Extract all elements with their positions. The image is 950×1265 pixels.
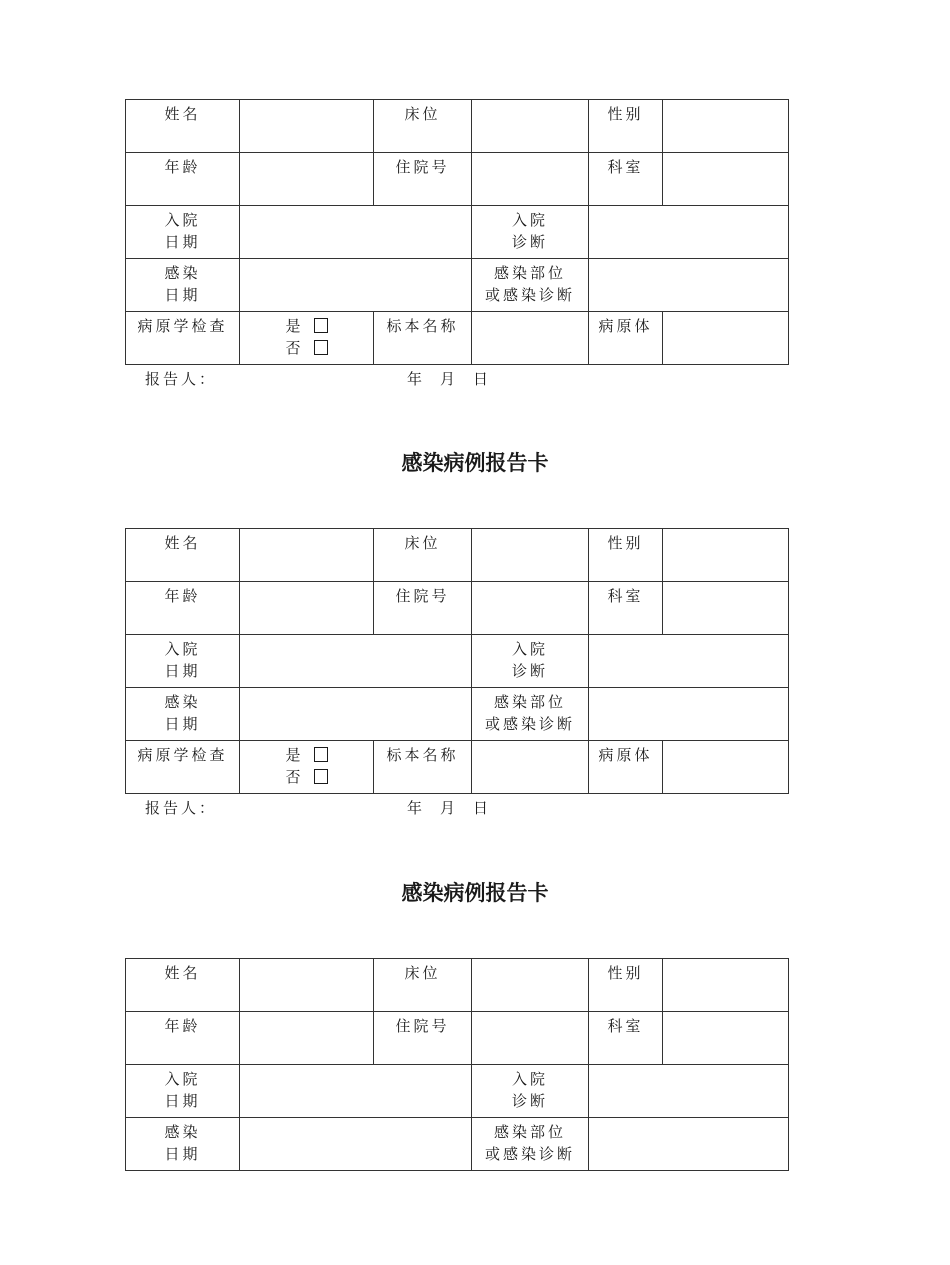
field-infection-date[interactable]: [240, 1118, 472, 1171]
yes-checkbox[interactable]: [314, 747, 328, 762]
report-date: 年 月 日: [407, 370, 489, 388]
label-admission-no: 住院号: [374, 582, 472, 635]
field-department[interactable]: [663, 1012, 789, 1065]
label-sex: 性别: [589, 100, 663, 153]
field-infection-site[interactable]: [589, 688, 789, 741]
label-name: 姓名: [126, 529, 240, 582]
label-infection-site: 感染部位 或感染诊断: [472, 259, 589, 312]
label-bed: 床位: [374, 959, 472, 1012]
row-admission: [126, 1065, 789, 1118]
option-no: 否: [240, 766, 373, 788]
label-admission-diagnosis: 入院 诊断: [472, 206, 589, 259]
label-pathogen: 病原体: [589, 741, 663, 794]
field-department[interactable]: [663, 582, 789, 635]
label-infection-date: 感染 日期: [126, 688, 240, 741]
label-admission-date: 入院 日期: [126, 1065, 240, 1118]
row-infection: [126, 1118, 789, 1171]
label-department: 科室: [589, 582, 663, 635]
label-infection-site: 感染部位 或感染诊断: [472, 1118, 589, 1171]
card-title-3: 感染病例报告卡: [401, 881, 549, 905]
no-checkbox[interactable]: [314, 340, 328, 355]
row-name-bed-sex: [126, 959, 789, 1012]
field-name[interactable]: [240, 100, 374, 153]
reporter-label: 报告人：: [145, 370, 218, 388]
field-specimen-name[interactable]: [472, 741, 589, 794]
field-pathogen-exam: [240, 312, 374, 365]
label-department: 科室: [589, 153, 663, 206]
field-admission-date[interactable]: [240, 1065, 472, 1118]
label-age: 年龄: [126, 582, 240, 635]
report-table-3: [125, 958, 789, 1171]
label-infection-site: 感染部位 或感染诊断: [472, 688, 589, 741]
report-table-1: [125, 99, 789, 365]
field-age[interactable]: [240, 582, 374, 635]
field-admission-no[interactable]: [472, 153, 589, 206]
label-bed: 床位: [374, 529, 472, 582]
field-bed[interactable]: [472, 100, 589, 153]
field-pathogen[interactable]: [663, 312, 789, 365]
label-specimen-name: 标本名称: [374, 312, 472, 365]
label-infection-date: 感染 日期: [126, 1118, 240, 1171]
report-card-3: [125, 958, 788, 1171]
field-admission-no[interactable]: [472, 582, 589, 635]
row-infection: [126, 688, 789, 741]
field-infection-date[interactable]: [240, 259, 472, 312]
label-admission-no: 住院号: [374, 1012, 472, 1065]
label-admission-no: 住院号: [374, 153, 472, 206]
label-bed: 床位: [374, 100, 472, 153]
field-infection-date[interactable]: [240, 688, 472, 741]
field-age[interactable]: [240, 1012, 374, 1065]
field-department[interactable]: [663, 153, 789, 206]
label-admission-diagnosis: 入院 诊断: [472, 1065, 589, 1118]
field-sex[interactable]: [663, 959, 789, 1012]
label-name: 姓名: [126, 959, 240, 1012]
field-pathogen-exam: [240, 741, 374, 794]
option-yes: 是: [240, 315, 373, 337]
reporter-line: [125, 794, 788, 820]
no-checkbox[interactable]: [314, 769, 328, 784]
label-admission-date: 入院 日期: [126, 635, 240, 688]
row-pathogen: [126, 312, 789, 365]
field-name[interactable]: [240, 529, 374, 582]
label-department: 科室: [589, 1012, 663, 1065]
label-pathogen: 病原体: [589, 312, 663, 365]
label-admission-date: 入院 日期: [126, 206, 240, 259]
row-pathogen: [126, 741, 789, 794]
field-specimen-name[interactable]: [472, 312, 589, 365]
label-age: 年龄: [126, 153, 240, 206]
label-age: 年龄: [126, 1012, 240, 1065]
card-title-2: 感染病例报告卡: [401, 451, 549, 475]
label-infection-date: 感染 日期: [126, 259, 240, 312]
row-infection: [126, 259, 789, 312]
option-no: 否: [240, 337, 373, 359]
row-age-admission-dept: [126, 1012, 789, 1065]
report-card-2: [125, 528, 788, 820]
field-admission-no[interactable]: [472, 1012, 589, 1065]
reporter-label: 报告人：: [145, 799, 218, 817]
row-age-admission-dept: [126, 582, 789, 635]
field-sex[interactable]: [663, 100, 789, 153]
label-pathogen-exam: 病原学检查: [126, 312, 240, 365]
label-name: 姓名: [126, 100, 240, 153]
field-infection-site[interactable]: [589, 259, 789, 312]
report-card-1: [125, 99, 788, 391]
field-admission-diagnosis[interactable]: [589, 635, 789, 688]
field-sex[interactable]: [663, 529, 789, 582]
field-bed[interactable]: [472, 959, 589, 1012]
label-admission-diagnosis: 入院 诊断: [472, 635, 589, 688]
row-name-bed-sex: [126, 100, 789, 153]
label-specimen-name: 标本名称: [374, 741, 472, 794]
field-age[interactable]: [240, 153, 374, 206]
row-name-bed-sex: [126, 529, 789, 582]
field-admission-diagnosis[interactable]: [589, 1065, 789, 1118]
field-admission-diagnosis[interactable]: [589, 206, 789, 259]
label-sex: 性别: [589, 529, 663, 582]
report-date: 年 月 日: [407, 799, 489, 817]
field-admission-date[interactable]: [240, 206, 472, 259]
reporter-line: [125, 365, 788, 391]
report-table-2: [125, 528, 789, 794]
label-sex: 性别: [589, 959, 663, 1012]
row-admission: [126, 635, 789, 688]
row-age-admission-dept: [126, 153, 789, 206]
field-infection-site[interactable]: [589, 1118, 789, 1171]
row-admission: [126, 206, 789, 259]
field-admission-date[interactable]: [240, 635, 472, 688]
field-bed[interactable]: [472, 529, 589, 582]
field-name[interactable]: [240, 959, 374, 1012]
label-pathogen-exam: 病原学检查: [126, 741, 240, 794]
field-pathogen[interactable]: [663, 741, 789, 794]
yes-checkbox[interactable]: [314, 318, 328, 333]
option-yes: 是: [240, 744, 373, 766]
